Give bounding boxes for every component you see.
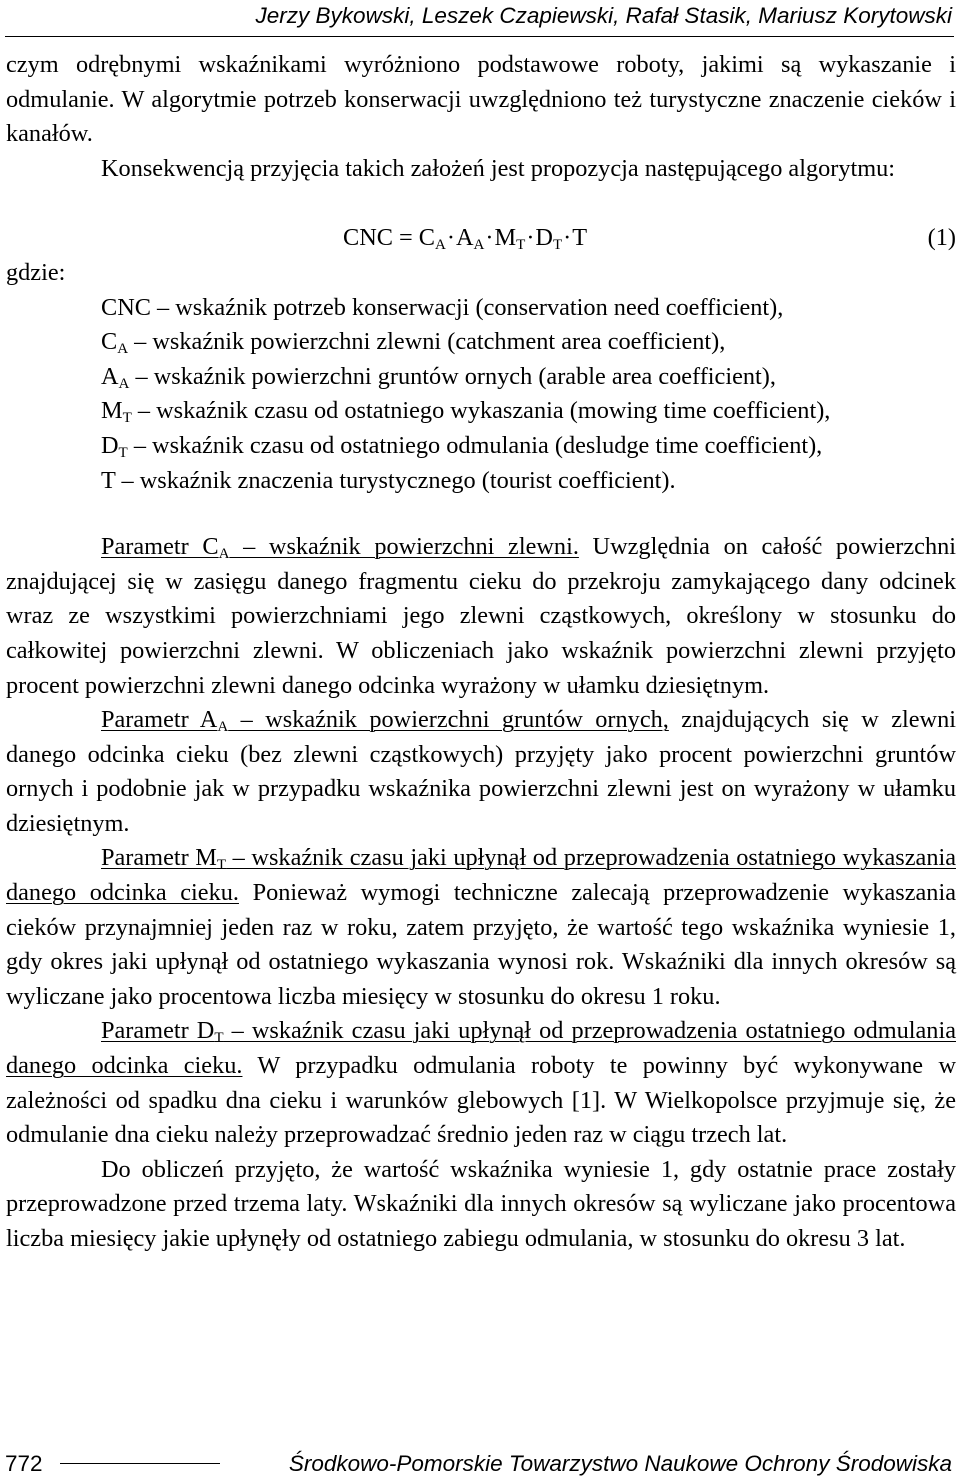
definition-symbol: D	[101, 431, 119, 459]
parameter-title-prefix: Parametr D	[101, 1017, 215, 1045]
definition-symbol: A	[101, 362, 119, 390]
parameter-body: Ponieważ wymogi techniczne zalecają przeprowadzenie wykaszania cieków przynajmniej jeden raz w roku, zatem przyjęto, że wartość tego wskaźnika wyniesie 1, gdy okres jaki upłynął od ostatniego wykaszania wynosi rok. Wskaźniki dla innych okresów są wyliczane jako procentowa liczba miesięcy w stosunku do okresu 1 roku.	[6, 879, 956, 1010]
definition-text: – wskaźnik znaczenia turystycznego (tourist coefficient).	[115, 466, 676, 494]
parameter-paragraph	[6, 530, 956, 703]
page-number: 772	[5, 1451, 43, 1476]
formula-sub-dt: T	[552, 237, 563, 254]
parameter-title-suffix: – wskaźnik powierzchni zlewni.	[229, 533, 579, 561]
running-head-authors: Jerzy Bykowski, Leszek Czapiewski, Rafał Stasik, Mariusz Korytowski	[255, 3, 952, 28]
page-header	[0, 0, 960, 40]
intro-paragraph-continued: czym odrębnymi wskaźnikami wyróżniono podstawowe roboty, jakimi są wykaszanie i odmulanie. W algorytmie potrzeb konserwacji uwzględniono też turystyczne znaczenie cieków i kanałów.	[6, 51, 956, 148]
parameter-title-subscript: A	[217, 718, 229, 735]
formula-lhs: CNC = C	[343, 224, 436, 252]
definition-symbol: C	[101, 328, 118, 356]
definition-item	[101, 464, 956, 499]
parameter-title-suffix: – wskaźnik czasu jaki upłynął od przeprowadzenia ostatniego odmulania danego odcinka cieku.	[6, 1017, 956, 1080]
formula-d: D	[535, 224, 553, 252]
definition-symbol-subscript: T	[122, 410, 132, 427]
parameter-title-suffix: – wskaźnik powierzchni gruntów ornych,	[228, 706, 669, 734]
definition-text: – wskaźnik czasu od ostatniego wykaszania (mowing time coefficient),	[131, 397, 831, 425]
definition-text: – wskaźnik potrzeb konserwacji (conservation need coefficient),	[150, 293, 784, 321]
definition-text: – wskaźnik powierzchni gruntów ornych (arable area coefficient),	[129, 362, 776, 390]
definition-text: – wskaźnik powierzchni zlewni (catchment area coefficient),	[128, 328, 726, 356]
formula-a: A	[455, 224, 474, 252]
definition-item	[101, 360, 956, 395]
definition-item	[101, 325, 956, 360]
definition-symbol-subscript: A	[118, 375, 130, 392]
formula-sub-mt: T	[516, 237, 526, 254]
definition-item	[101, 429, 956, 464]
definition-symbol: CNC	[101, 293, 151, 321]
intro-paragraph-algorithm: Konsekwencją przyjęcia takich założeń jest propozycja następującego algorytmu:	[101, 154, 896, 182]
parameter-body: Uwzględnia on całość powierzchni znajdującej się w zasięgu danego fragmentu cieku do przekroju zamykającego dany odcinek wraz ze wszystkimi powierzchniami jego zlewni cząstkowych, określony w stosunku do całkowitej powierzchni zlewni. W obliczeniach jako wskaźnik powierzchni zlewni przyjęto procent powierzchni zlewni danego odcinka wyrażony w ułamku dziesiętnym.	[6, 533, 957, 699]
parameter-paragraph	[6, 703, 956, 841]
definitions-list	[101, 291, 956, 499]
definition-text: – wskaźnik czasu od ostatniego odmulania (desludge time coefficient),	[127, 431, 823, 459]
parameter-body: znajdujących się w zlewni danego odcinka cieku (bez zlewni cząstkowych) przyjęty jako procent powierzchni gruntów ornych i podobnie jak w przypadku wskaźnika powierzchni zlewni jest on wyrażony w ułamku dziesiętnym.	[6, 706, 956, 837]
parameter-title	[101, 533, 579, 560]
definition-symbol-subscript: A	[117, 340, 129, 357]
page-body	[6, 48, 956, 1257]
definition-item	[101, 394, 956, 429]
definition-symbol: M	[101, 397, 123, 425]
footer-rule	[60, 1463, 220, 1464]
header-rule	[5, 36, 954, 37]
formula-t: T	[572, 224, 588, 252]
formula-sub-ca: A	[435, 237, 446, 254]
page-footer	[0, 1441, 960, 1481]
definition-symbol: T	[101, 466, 116, 494]
equation-number: (1)	[927, 224, 956, 252]
parameter-title-prefix: Parametr C	[101, 533, 219, 561]
parameter-title	[101, 706, 669, 733]
parameter-paragraph	[6, 841, 956, 1014]
parameter-title-suffix: – wskaźnik czasu jaki upłynął od przeprowadzenia ostatniego wykaszania danego odcinka cieku.	[6, 844, 956, 907]
parameter-title-prefix: Parametr M	[101, 844, 217, 872]
definition-symbol-subscript: T	[118, 444, 128, 461]
closing-paragraph: Do obliczeń przyjęto, że wartość wskaźnika wyniesie 1, gdy ostatnie prace zostały przeprowadzone przed trzema laty. Wskaźniki dla innych okresów są wyliczane jako procentowa liczba miesięcy jakie upłynęły od ostatniego zabiegu odmulania, w stosunku do okresu 3 lat.	[6, 1155, 956, 1252]
mult-dot: ·	[485, 224, 494, 252]
parameter-title-subscript: T	[214, 1030, 224, 1047]
formula-sub-aa: A	[473, 237, 485, 254]
spacer	[6, 498, 956, 530]
parameter-title-prefix: Parametr A	[101, 706, 218, 734]
equation-1	[6, 221, 956, 256]
parameter-body: W przypadku odmulania roboty te powinny być wykonywane w zależności od spadku dna cieku i warunków glebowych [1]. W Wielkopolsce przyjmuje się, że odmulanie dna cieku należy przeprowadzać średnio jeden raz w ciągu trzech lat.	[6, 1052, 956, 1149]
parameter-paragraph	[6, 1014, 956, 1152]
definition-item	[101, 291, 956, 326]
journal-name: Środkowo-Pomorskie Towarzystwo Naukowe Ochrony Środowiska	[288, 1451, 952, 1476]
mult-dot: ·	[563, 224, 572, 252]
definitions-intro: gdzie:	[6, 258, 66, 286]
parameters-section	[6, 530, 956, 1153]
mult-dot: ·	[446, 224, 455, 252]
formula-m: M	[494, 224, 517, 252]
parameter-title-subscript: T	[216, 857, 227, 874]
equation-formula	[343, 221, 587, 256]
parameter-title-subscript: A	[218, 545, 230, 562]
mult-dot: ·	[526, 224, 535, 252]
